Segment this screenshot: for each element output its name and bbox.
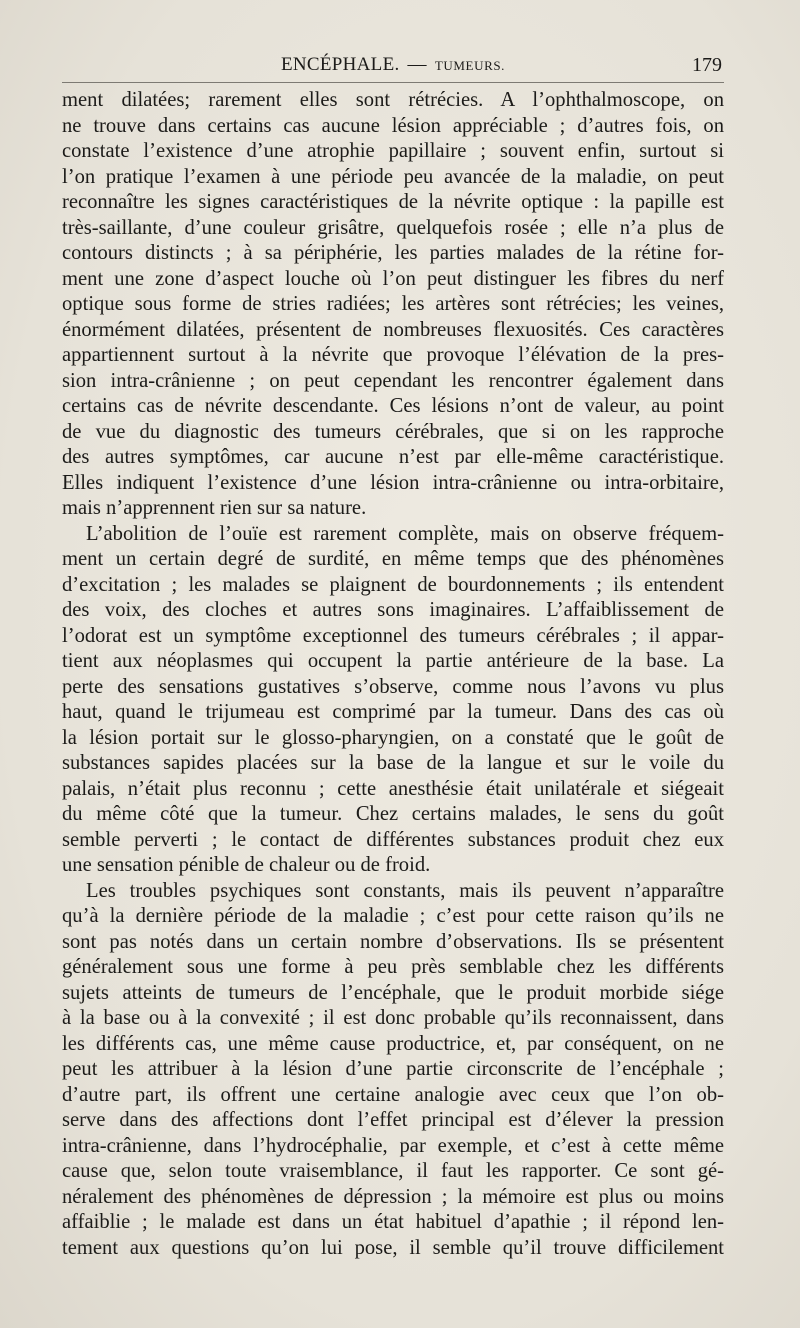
text-line: la lésion portait sur le glosso-pharyngien, on a constaté que le goût de [62, 726, 724, 749]
text-line: tement aux questions qu’on lui pose, il semble qu’il trouve difficilement [62, 1236, 724, 1259]
text-line: des voix, des cloches et autres sons imaginaires. L’affaiblissement de [62, 599, 724, 621]
header-subtitle: TUMEURS. [434, 58, 506, 73]
text-line: appartiennent surtout à la névrite que provoque l’élévation de la pres- [62, 344, 724, 366]
body-text [62, 88, 724, 1261]
text-line: les différents cas, une même cause productrice, et, par conséquent, on ne [62, 1032, 724, 1055]
text-line: perte des sensations gustatives s’observe, comme nous l’avons vu plus [62, 675, 724, 698]
text-line: peut les attribuer à la lésion d’une partie circonscrite de l’encéphale ; [62, 1058, 724, 1080]
text-line: ment dilatées; rarement elles sont rétrécies. A l’ophthalmoscope, on [62, 89, 724, 111]
text-line: reconnaître les signes caractéristiques de la névrite optique : la papille est [62, 191, 724, 213]
text-line: du même côté que la tumeur. Chez certains malades, le sens du goût [62, 803, 724, 825]
text-line: haut, quand le trijumeau est comprimé par la tumeur. Dans des cas où [62, 701, 724, 723]
header-dash: — [407, 54, 427, 75]
text-line: palais, n’était plus reconnu ; cette anesthésie était unilatérale et siégeait [62, 777, 724, 800]
text-line: sion intra-crânienne ; on peut cependant les rencontrer également dans [62, 369, 724, 392]
page-number: 179 [692, 54, 722, 76]
paragraph-first-line: L’abolition de l’ouïe est rarement complète, mais on observe fréquem- [86, 522, 724, 545]
text-line: semble perverti ; le contact de différentes substances produit chez eux [62, 828, 724, 851]
paragraph-end-line: une sensation pénible de chaleur ou de froid. [62, 854, 431, 876]
text-line: énormément dilatées, présentent de nombreuses flexuosités. Ces caractères [62, 318, 724, 341]
text-line: affaiblie ; le malade est dans un état habituel d’apathie ; il répond len- [62, 1211, 724, 1233]
text-line: certains cas de névrite descendante. Ces lésions n’ont de valeur, au point [62, 395, 724, 417]
paragraph-first-line: Les troubles psychiques sont constants, mais ils peuvent n’apparaître [86, 879, 724, 902]
text-line: néralement des phénomènes de dépression ; la mémoire est plus ou moins [62, 1185, 724, 1208]
text-line: d’excitation ; les malades se plaignent de bourdonnements ; ils entendent [62, 573, 724, 596]
text-line: ment un certain degré de surdité, en même temps que des phénomènes [62, 548, 724, 570]
text-line: ment une zone d’aspect louche où l’on peut distinguer les fibres du nerf [62, 267, 724, 290]
text-line: tient aux néoplasmes qui occupent la partie antérieure de la base. La [62, 650, 724, 672]
text-line: sont pas notés dans un certain nombre d’observations. Ils se présentent [62, 930, 724, 953]
text-line: Elles indiquent l’existence d’une lésion intra-crânienne ou intra-orbitaire, [62, 471, 724, 494]
text-line: intra-crânienne, dans l’hydrocéphalie, par exemple, et c’est à cette même [62, 1134, 724, 1157]
paragraph-end-line: mais n’apprennent rien sur sa nature. [62, 497, 367, 519]
text-line: ne trouve dans certains cas aucune lésion appréciable ; d’autres fois, on [62, 114, 724, 137]
text-line: constate l’existence d’une atrophie papillaire ; souvent enfin, surtout si [62, 140, 724, 162]
running-title [62, 54, 724, 76]
running-header [62, 52, 724, 83]
text-line: optique sous forme de stries radiées; les artères sont rétrécies; les veines, [62, 293, 724, 315]
text-line: d’autre part, ils offrent une certaine analogie avec ceux que l’on ob- [62, 1083, 724, 1106]
text-line: serve dans des affections dont l’effet principal est d’élever la pression [62, 1109, 724, 1131]
text-line: qu’à la dernière période de la maladie ; c’est pour cette raison qu’ils ne [62, 905, 724, 927]
text-line: substances sapides placées sur la base de la langue et sur le voile du [62, 752, 724, 774]
text-line: contours distincts ; à sa périphérie, les parties malades de la rétine for- [62, 242, 724, 264]
header-title: ENCÉPHALE. [280, 54, 400, 75]
text-line: sujets atteints de tumeurs de l’encéphale, que le produit morbide siége [62, 981, 724, 1004]
text-line: des autres symptômes, car aucune n’est par elle-même caractéristique. [62, 446, 724, 468]
text-line: très-saillante, d’une couleur grisâtre, quelquefois rosée ; elle n’a plus de [62, 216, 724, 239]
text-line: l’odorat est un symptôme exceptionnel des tumeurs cérébrales ; il appar- [62, 624, 724, 647]
text-line: l’on pratique l’examen à une période peu avancée de la maladie, on peut [62, 165, 724, 188]
text-line: cause que, selon toute vraisemblance, il faut les rapporter. Ce sont gé- [62, 1160, 724, 1182]
text-line: à la base ou à la convexité ; il est donc probable qu’ils reconnaissent, dans [62, 1007, 724, 1029]
text-line: généralement sous une forme à peu près semblable chez les différents [62, 956, 724, 978]
text-line: de vue du diagnostic des tumeurs cérébrales, que si on les rapproche [62, 420, 724, 443]
